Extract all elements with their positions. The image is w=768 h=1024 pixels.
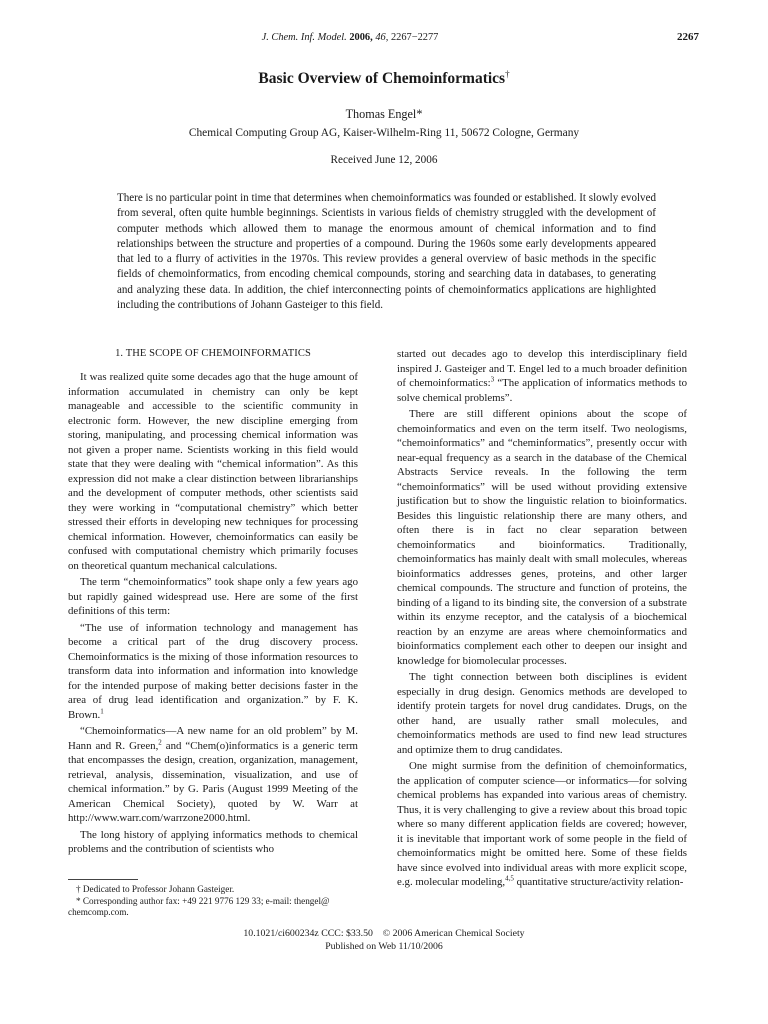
citation-ref[interactable]: 2 (158, 737, 162, 746)
quote-text: “The use of information technology and management has become a critical part of the drug discovery process. Chemoinformatics is the mixing of those information resources to transform data into information and information into knowledge for the intended purpose of making better decisions faster in the area of drug lead identification and organization.” by F. K. Brown. (68, 621, 358, 721)
citation-ref[interactable]: 4,5 (505, 874, 514, 883)
left-column (68, 347, 358, 857)
quote-paragraph (68, 724, 358, 826)
paragraph: The term “chemoinformatics” took shape only a few years ago but rapidly gained widespread use. Here are some of the first definitions of this term: (68, 576, 358, 617)
paragraph-text: “The application of informatics methods to solve chemical problems”. (397, 377, 688, 404)
footnote-dedication: † Dedicated to Professor Johann Gasteiger. (76, 884, 235, 894)
section-heading: 1. THE SCOPE OF CHEMOINFORMATICS (115, 348, 311, 359)
quote-text: “Chemoinformatics—A new name for an old problem” by M. Hann and R. Green, (68, 725, 358, 752)
paragraph (397, 347, 687, 405)
paper-title-text: Basic Overview of Chemoinformatics (258, 70, 506, 88)
affiliation: Chemical Computing Group AG, Kaiser-Wilhelm-Ring 11, 50672 Cologne, Germany (188, 127, 580, 139)
quote-text: and “Chem(o)informatics is a generic term that encompasses the design, creation, organization, management, retrieval, analysis, dissemination, visualization, and use of chemical information.” by G. Paris (August 1999 Meeting of the American Chemical Society), quoted by W. Warr at http://www.warr.com/warrzone2000.html. (68, 739, 358, 824)
quote-paragraph (68, 621, 358, 723)
paragraph-text: quantitative structure/activity relation- (513, 876, 684, 888)
paragraph-text: started out decades ago to develop this interdisciplinary field inspired J. Gasteiger and T. Engel led to a much broader definition of chemoinformatics: (397, 348, 687, 389)
footnote-divider (68, 879, 138, 880)
right-column (397, 347, 687, 890)
paper-title (0, 69, 768, 88)
journal-volume: 46, (375, 32, 389, 43)
citation-ref[interactable]: 1 (100, 706, 104, 715)
doi[interactable]: 10.1021/ci600234z CCC: $33.50 (243, 928, 373, 939)
page-number: 2267 (677, 31, 699, 43)
abstract: There is no particular point in time that determines when chemoinformatics was founded or established. It slowly evolved from several, often quite humble beginnings. Scientists in various fields of chemistry struggled with the development of computer methods which allowed them to manage the enormous amount of chemical information and to find relationships between the structure and properties of a compound. During the 1960s some early developments appeared that led to a flurry of activities in the 1970s. This review provides a general overview of basic methods in the specific fields of chemoinformatics, from encoding chemical compounds, storing and searching data in databases, to generating and analyzing these data. In addition, the chief interconnecting points of chemoinformatics applications are highlighted including the contributions of Johann Gasteiger to this field. (117, 192, 656, 311)
page-range: 2267−2277 (390, 32, 439, 43)
citation-ref[interactable]: 3 (490, 375, 495, 384)
footnote-corresponding-author: * Corresponding author fax: +49 221 9776 129 33; e-mail: thengel@ chemcomp.com. (68, 895, 330, 917)
doi-line (0, 928, 768, 940)
footnotes (68, 884, 368, 919)
received-date: Received June 12, 2006 (330, 154, 438, 166)
paragraph: It was realized quite some decades ago that the huge amount of information accumulated in chemistry can only be kept manageable and accessible to the scientific community in electronic form. However, the new discipline emerging from storing, manipulating, and processing chemical information was not given a proper name. Scientists working in this field would state that they were dealing with “chemical information”. As this expression did not make a clear distinction between librarianships and the development of computer methods, other scientists said they were working in “computational chemistry” which better stressed their efforts in developing new techniques for processing chemical information. However, chemoinformatics can easily be confused with computational chemistry which primarily focuses on theoretical quantum mechanical calculations. (68, 371, 358, 572)
author-line: Thomas Engel* (345, 107, 423, 121)
journal-name: J. Chem. Inf. Model. (261, 32, 347, 43)
running-head (0, 32, 700, 43)
copyright: © 2006 American Chemical Society (382, 928, 525, 939)
paragraph: There are still different opinions about the scope of chemoinformatics and even on the term itself. Two neologisms, “chemoinformatics” and “cheminformatics”, presently occur with near-equal frequency as a search in the database of the Chemical Abstracts Service reveals. In the following the term “chemoinformatics” will be used without providing extensive justification but to show the linguistic relation to bioinformatics. Besides this linguistic relationship there are many others, and often there is in fact no clear separation between chemoinformatics and bioinformatics. Traditionally, chemoinformatics has mainly dealt with small molecules, whereas bioinformatics addresses genes, proteins, and other larger chemical compounds. The structure and function of proteins, the binding of a ligand to its binding site, the conversion of a substrate within its enzyme receptor, and the catalysis of a biochemical reaction by an enzyme are areas where chemoinformatics and bioinformatics complement each other to deepen our insight and knowledge for biomolecular processes. (397, 408, 687, 667)
paragraph (397, 759, 687, 890)
title-footnote-mark: † (505, 69, 510, 79)
paragraph: The tight connection between both disciplines is evident especially in drug design. Genomics methods are developed to identify protein targets for novel drug candidates. Drugs, on the other hand, are usually rather small molecules, and chemoinformatics methods are used to find new lead structures and optimize them to drug candidates. (397, 671, 687, 756)
paragraph: The long history of applying informatics methods to chemical problems and the contribution of scientists who (68, 828, 358, 855)
paragraph-text: One might surmise from the definition of chemoinformatics, the application of computer science—or informatics—for solving chemical problems has expanded into various areas of chemistry. Thus, it is very challenging to give a review about this broad topic where so many different application fields are covered; however, it is inevitable that important work of some people in the field of chemoinformatics might be omitted here. Some of these fields have since evolved into individual areas with more explicit scope, e.g. molecular modeling, (397, 760, 687, 888)
journal-year: 2006, (349, 32, 373, 43)
published-date: Published on Web 11/10/2006 (325, 941, 443, 952)
